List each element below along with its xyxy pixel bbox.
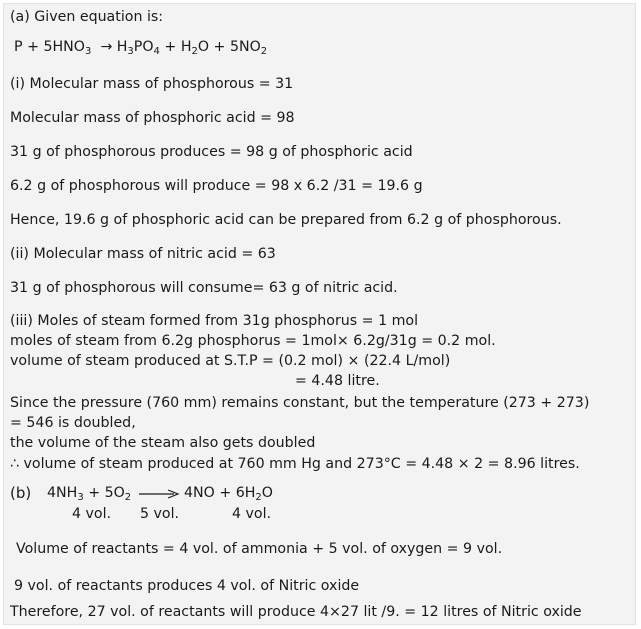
line-mol-mass-phosphoric-acid: Molecular mass of phosphoric acid = 98 bbox=[10, 110, 295, 126]
reaction-arrow-icon bbox=[138, 488, 180, 500]
line-therefore-27: Therefore, 27 vol. of reactants will produce 4×27 lit /9. = 12 litres of Nitric oxide bbox=[10, 604, 582, 620]
line-mol-mass-nitric: (ii) Molecular mass of nitric acid = 63 bbox=[10, 246, 276, 262]
line-nine-vol: 9 vol. of reactants produces 4 vol. of Nitric oxide bbox=[14, 578, 360, 594]
line-volume-result: = 4.48 litre. bbox=[295, 373, 380, 389]
equation-a: $P + 5HNO_3 \to H_3PO_4 + H_2O + 5NO_2$ bbox=[14, 39, 268, 57]
line-since-pressure: Since the pressure (760 mm) remains constant, but the temperature (273 + 273) bbox=[10, 395, 590, 411]
reaction-arrow-icon: → bbox=[100, 39, 113, 55]
line-volume-doubled: the volume of the steam also gets doubled bbox=[10, 435, 316, 451]
line-volume-stp: volume of steam produced at S.T.P = (0.2 mol) × (22.4 L/mol) bbox=[10, 353, 451, 369]
line-31g-consume: 31 g of phosphorous will consume= 63 g of nitric acid. bbox=[10, 280, 398, 296]
part-a-heading: (a) Given equation is: bbox=[10, 9, 164, 25]
line-mol-mass-phosphorous: (i) Molecular mass of phosphorous = 31 bbox=[10, 76, 294, 92]
equation-b-products: $4NO + 6H_2O$ bbox=[184, 485, 273, 503]
line-hence: Hence, 19.6 g of phosphoric acid can be prepared from 6.2 g of phosphorous. bbox=[10, 212, 562, 228]
part-b-label: (b) bbox=[10, 484, 32, 502]
volume-ammonia: 4 vol. bbox=[72, 506, 112, 522]
line-is-doubled: = 546 is doubled, bbox=[10, 415, 136, 431]
line-volume-reactants: Volume of reactants = 4 vol. of ammonia + 5 vol. of oxygen = 9 vol. bbox=[16, 541, 503, 557]
volume-nitric-oxide: 4 vol. bbox=[232, 506, 272, 522]
volume-oxygen: 5 vol. bbox=[140, 506, 180, 522]
line-31g-produces: 31 g of phosphorous produces = 98 g of phosphoric acid bbox=[10, 144, 413, 160]
line-moles-steam-6-2: moles of steam from 6.2g phosphorus = 1mol× 6.2g/31g = 0.2 mol. bbox=[10, 333, 496, 349]
line-6-2g-produce: 6.2 g of phosphorous will produce = 98 x 6.2 /31 = 19.6 g bbox=[10, 178, 423, 194]
line-therefore-volume: ∴ volume of steam produced at 760 mm Hg and 273°C = 4.48 × 2 = 8.96 litres. bbox=[10, 456, 580, 472]
equation-b: $4NH_3 + 5O_2$ bbox=[47, 485, 132, 503]
line-moles-steam: (iii) Moles of steam formed from 31g phosphorus = 1 mol bbox=[10, 313, 419, 329]
